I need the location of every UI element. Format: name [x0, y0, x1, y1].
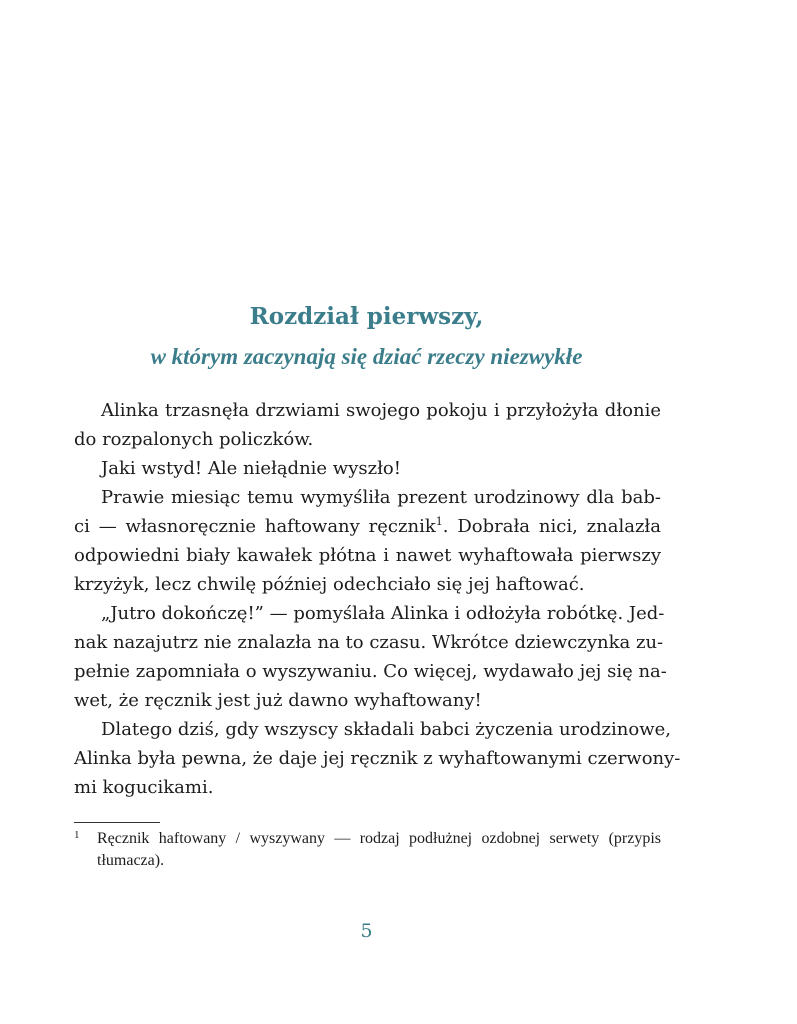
body-line: Alinka trzasnęła drzwiami swojego pokoju i przyłożyła dłonie [101, 400, 661, 421]
chapter-title: Rozdział pierwszy, [249, 303, 484, 330]
footnote-text-line: tłumacza). [97, 852, 165, 869]
chapter-body [74, 396, 681, 802]
page-number: 5 [360, 920, 373, 942]
body-line: do rozpalonych policzków. [74, 429, 314, 450]
body-line: Alinka była pewna, że daje jej ręcznik z wyhaftowanymi czerwony- [74, 748, 681, 769]
footnote-text-line: Ręcznik haftowany / wyszywany — rodzaj podłużnej ozdobnej serwety (przypis [97, 830, 661, 847]
footnote-number: 1 [74, 829, 80, 841]
body-line: pełnie zapomniała o wyszywaniu. Co więcej, wydawało jej się na- [74, 661, 667, 682]
body-line-with-footnote-ref [74, 512, 661, 541]
body-line-part: . Dobrała nici, znalazła [442, 516, 661, 537]
footnote-reference: 1 [435, 515, 443, 528]
body-line: odpowiedni biały kawałek płótna i nawet wyhaftowała pierwszy [74, 545, 661, 566]
body-line: wet, że ręcznik jest już dawno wyhaftowany! [74, 690, 482, 711]
footnote [74, 828, 661, 872]
footnote-separator [74, 822, 160, 823]
body-line: krzyżyk, lecz chwilę później odechciało się jej haftować. [74, 574, 585, 595]
body-line: Dlatego dziś, gdy wszyscy składali babci życzenia urodzinowe, [101, 719, 671, 740]
body-line: Jaki wstyd! Ale niełądnie wyszło! [101, 458, 402, 479]
body-line: nak nazajutrz nie znalazła na to czasu. Wkrótce dziewczynka zu- [74, 632, 664, 653]
body-line: Prawie miesiąc temu wymyśliła prezent urodzinowy dla bab- [101, 487, 661, 508]
body-line: „Jutro dokończę!” — pomyślała Alinka i odłożyła robótkę. Jed- [101, 603, 665, 624]
body-line: mi kogucikami. [74, 777, 214, 798]
chapter-subtitle: w którym zaczynają się dziać rzeczy niezwykłe [150, 344, 583, 369]
body-line-part: ci — własnoręcznie haftowany ręcznik [74, 516, 436, 537]
